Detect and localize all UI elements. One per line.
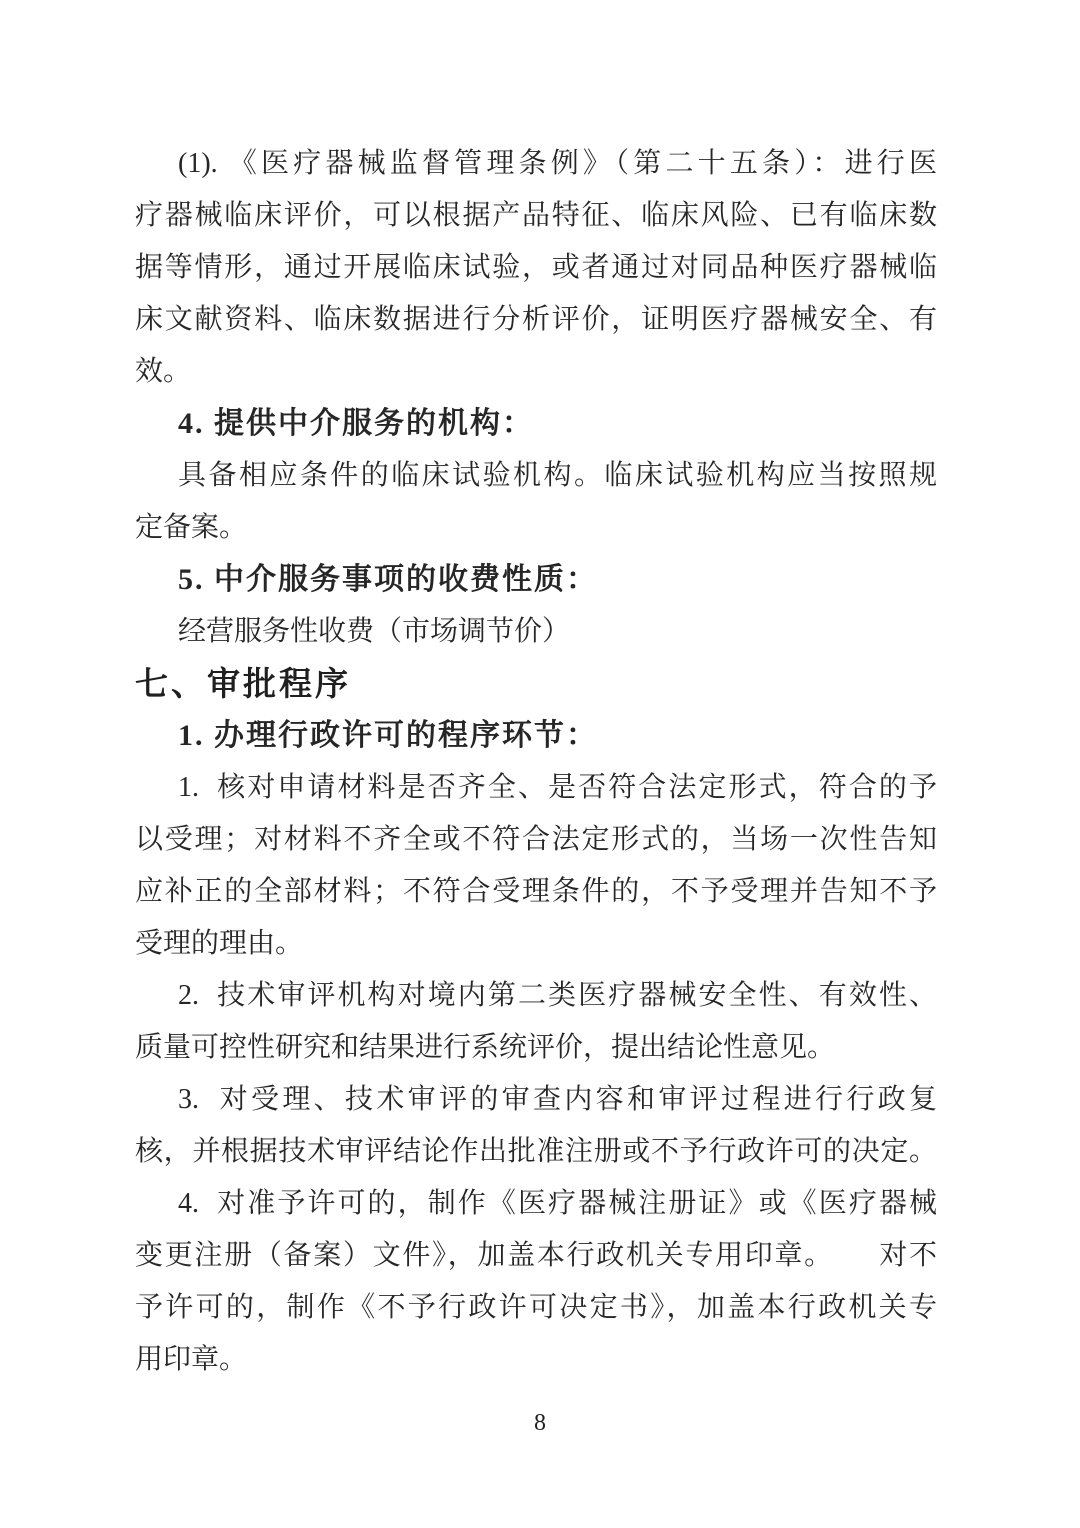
law-citation-line: 据等情形，通过开展临床试验，或者通过对同品种医疗器械临 [135, 252, 937, 283]
section-4-body-line: 定备案。 [135, 512, 248, 543]
procedure-item-2-line: 2. 技术审评机构对境内第二类医疗器械安全性、有效性、 [178, 980, 937, 1011]
law-citation-line: 床文献资料、临床数据进行分析评价，证明医疗器械安全、有 [135, 304, 937, 335]
section-4-heading: 4. 提供中介服务的机构： [178, 407, 534, 440]
sub-heading: 1. 办理行政许可的程序环节： [178, 719, 598, 752]
procedure-item-4-line: 变更注册（备案）文件》，加盖本行政机关专用印章。 对不 [135, 1240, 937, 1271]
procedure-item-2-line: 质量可控性研究和结果进行系统评价，提出结论性意见。 [135, 1032, 836, 1063]
procedure-item-4-line: 4. 对准予许可的，制作《医疗器械注册证》或《医疗器械 [178, 1188, 937, 1219]
procedure-item-1-line: 1. 核对申请材料是否齐全、是否符合法定形式，符合的予 [178, 772, 937, 803]
law-citation-line: 疗器械临床评价，可以根据产品特征、临床风险、已有临床数 [135, 200, 937, 231]
procedure-item-1-line: 受理的理由。 [135, 928, 304, 959]
section-5-body-line: 经营服务性收费（市场调节价） [178, 616, 571, 647]
page-number: 8 [534, 1410, 546, 1436]
law-citation-line: 效。 [135, 356, 192, 387]
procedure-item-1-line: 应补正的全部材料；不符合受理条件的，不予受理并告知不予 [135, 876, 937, 907]
procedure-item-4-line: 予许可的，制作《不予行政许可决定书》，加盖本行政机关专 [135, 1292, 937, 1323]
procedure-item-3-line: 核，并根据技术审评结论作出批准注册或不予行政许可的决定。 [135, 1136, 937, 1167]
procedure-item-1-line: 以受理；对材料不齐全或不符合法定形式的，当场一次性告知 [135, 824, 937, 855]
procedure-item-3-line: 3. 对受理、技术审评的审查内容和审评过程进行行政复 [178, 1084, 937, 1115]
section-5-heading: 5. 中介服务事项的收费性质： [178, 563, 598, 596]
section-4-body-line: 具备相应条件的临床试验机构。临床试验机构应当按照规 [178, 460, 937, 491]
chapter-heading: 七、审批程序 [135, 665, 351, 702]
procedure-item-4-line: 用印章。 [135, 1344, 248, 1375]
document-text-block [135, 138, 937, 1386]
law-citation-line: (1). 《医疗器械监督管理条例》（第二十五条）：进行医 [178, 148, 937, 179]
